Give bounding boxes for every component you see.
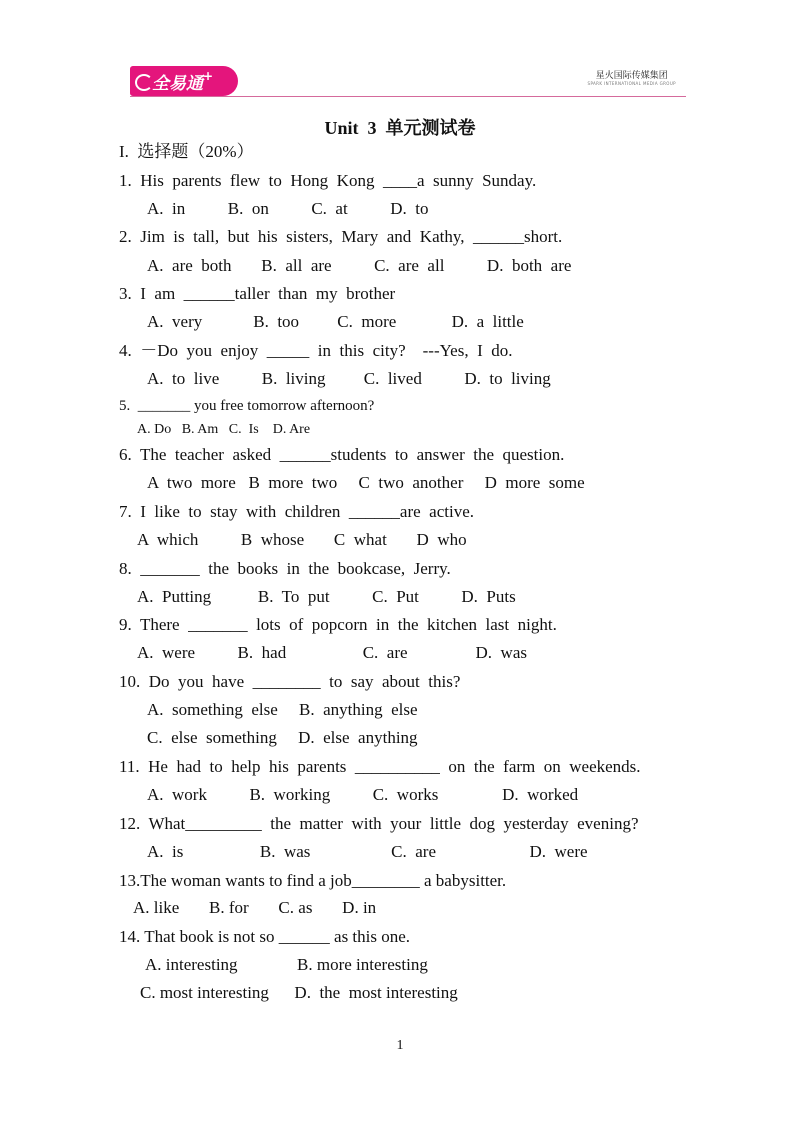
options-line: A. to live B. living C. lived D. to living [147, 369, 551, 388]
question-line: 9. There _______ lots of popcorn in the kitchen last night. [119, 615, 557, 634]
options-line: C. else something D. else anything [147, 728, 418, 747]
options-line: A. in B. on C. at D. to [147, 199, 429, 218]
publisher-en: SPARK INTERNATIONAL MEDIA GROUP [587, 80, 676, 86]
question-line: 10. Do you have ________ to say about this? [119, 672, 461, 691]
logo-swirl-icon [135, 74, 153, 91]
question-line: 8. _______ the books in the bookcase, Jerry. [119, 559, 451, 578]
options-line: A. like B. for C. as D. in [133, 898, 377, 917]
options-line: A two more B more two C two another D more some [147, 473, 585, 492]
question-line: 1. His parents flew to Hong Kong ____a sunny Sunday. [119, 171, 537, 190]
options-line: A. work B. working C. works D. worked [147, 785, 579, 804]
question-line: 14. That book is not so ______ as this one. [119, 927, 411, 946]
header-divider [130, 96, 686, 97]
options-line: A. interesting B. more interesting [145, 955, 428, 974]
question-line: 3. I am ______taller than my brother [119, 284, 396, 303]
options-line: A. were B. had C. are D. was [137, 643, 527, 662]
options-line: A. is B. was C. are D. were [147, 842, 588, 861]
question-line: 4. －Do you enjoy _____ in this city? ---Yes, I do. [119, 341, 513, 360]
question-line: 13.The woman wants to find a job________ a babysitter. [119, 871, 507, 890]
question-line: 12. What_________ the matter with your little dog yesterday evening? [119, 814, 639, 833]
question-line: 2. Jim is tall, but his sisters, Mary and Kathy, ______short. [119, 227, 563, 246]
options-line: A which B whose C what D who [137, 530, 467, 549]
question-line: 7. I like to stay with children ______are active. [119, 502, 475, 521]
options-line: A. Do B. Am C. Is D. Are [137, 422, 311, 437]
options-line: A. something else B. anything else [147, 700, 418, 719]
section-heading: I. 选择题（20%） [119, 142, 254, 161]
publisher-name [588, 72, 676, 86]
brand-logo [130, 66, 238, 96]
page-number: 1 [396, 1038, 404, 1053]
options-line: A. are both B. all are C. are all D. both are [147, 256, 572, 275]
question-line: 6. The teacher asked ______students to answer the question. [119, 445, 565, 464]
options-line: A. Putting B. To put C. Put D. Puts [137, 587, 516, 606]
page-title: Unit 3 单元测试卷 [324, 118, 476, 138]
options-line: A. very B. too C. more D. a little [147, 312, 524, 331]
logo-text: 全易通+ [152, 69, 214, 94]
question-line: 11. He had to help his parents __________ on the farm on weekends. [119, 757, 641, 776]
question-line: 5. _______ you free tomorrow afternoon? [119, 398, 375, 414]
publisher-cn: 星火国际传媒集团 [595, 71, 668, 81]
options-line: C. most interesting D. the most interesting [140, 983, 458, 1002]
